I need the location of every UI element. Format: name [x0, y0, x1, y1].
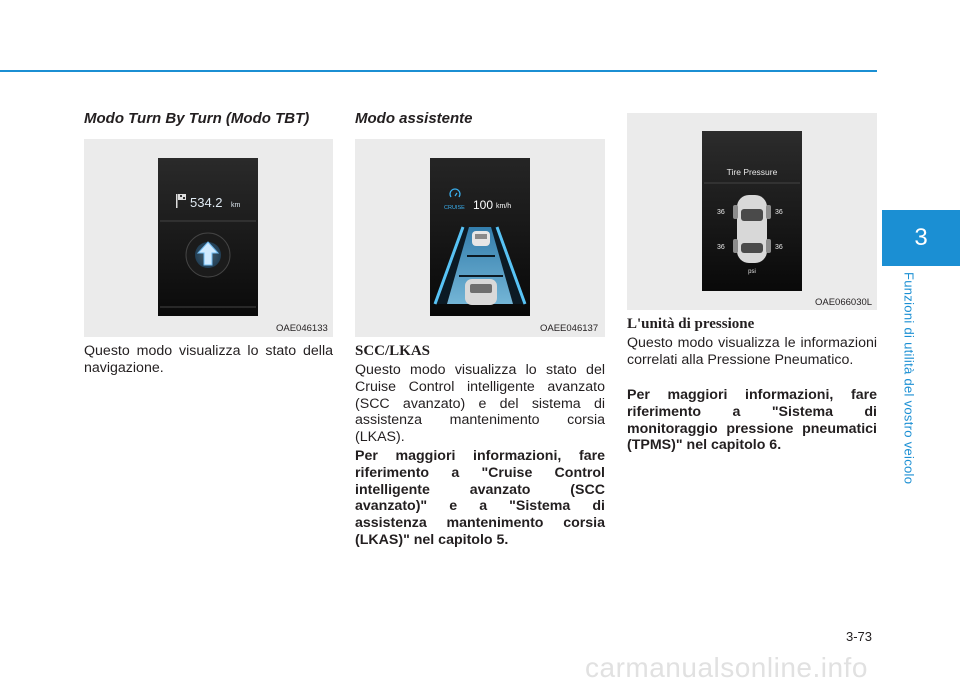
cruise-label: CRUISE: [444, 205, 465, 211]
assist-display: [355, 139, 605, 337]
tbt-distance: 534.2: [190, 195, 223, 210]
own-car-icon: [465, 279, 497, 305]
pressure-unit-heading: L'unità di pressione: [627, 316, 755, 332]
assist-body: Questo modo visualizza lo stato del Cruise Control intelligente avanzato (SCC avanzato) e del sistema di assistenza mantenimento corsia (LKAS).: [355, 362, 605, 446]
tpms-display: [627, 113, 877, 310]
lead-car-icon: [472, 231, 490, 246]
tpms-reference: Per maggiori informazioni, fare riferimento a "Sistema di monitoraggio pressione pneumatici (TPMS)" nel capitolo 6.: [627, 387, 877, 454]
tbt-heading: Modo Turn By Turn (Modo TBT): [84, 110, 310, 127]
tbt-figure: [84, 139, 333, 337]
chapter-title: Funzioni di utilità del vostro veicolo: [901, 272, 917, 485]
tbt-unit: km: [231, 202, 241, 209]
tpms-caption: OAE066030L: [815, 297, 873, 308]
chapter-tab: [882, 210, 960, 266]
tpms-figure: [627, 113, 877, 310]
page-number: 3-73: [846, 629, 873, 644]
assist-figure: [355, 139, 605, 337]
watermark: carmanualsonline.info: [585, 652, 868, 683]
tire-rear-left: 36: [717, 244, 725, 251]
speed-unit: km/h: [496, 203, 512, 210]
speed-value: 100: [473, 198, 494, 212]
up-arrow-icon: [195, 242, 221, 268]
tire-front-right: 36: [775, 209, 783, 216]
assist-caption: OAEE046137: [540, 323, 599, 334]
assist-reference: Per maggiori informazioni, fare riferimento a "Cruise Control intelligente avanzato (SCC avanzato)" e a "Sistema di assistenza mantenimento corsia (LKAS)" nel capitolo 5.: [355, 448, 605, 548]
tpms-unit: psi: [748, 269, 756, 275]
tbt-body: Questo modo visualizza lo stato della navigazione.: [84, 343, 333, 376]
tire-rear-right: 36: [775, 244, 783, 251]
tire-front-left: 36: [717, 209, 725, 216]
car-top-icon: [733, 195, 771, 263]
tpms-body: Questo modo visualizza le informazioni correlati alla Pressione Pneumatico.: [627, 335, 877, 368]
scc-lkas-heading: SCC/LKAS: [355, 343, 431, 359]
header-rule: [0, 70, 877, 72]
tbt-caption: OAE046133: [276, 323, 328, 334]
chapter-number: 3: [914, 224, 928, 251]
tpms-title: Tire Pressure: [726, 167, 778, 177]
tbt-display: [84, 139, 333, 337]
assist-heading: Modo assistente: [355, 110, 473, 127]
